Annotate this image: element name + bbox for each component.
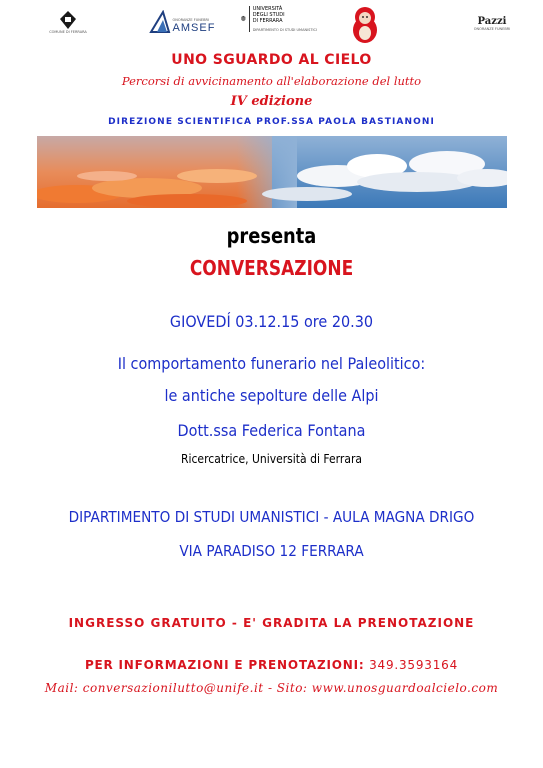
amsef-triangle-icon — [149, 10, 171, 34]
info-label: PER INFORMAZIONI E PRENOTAZIONI: — [84, 658, 365, 672]
website-link[interactable]: www.unosguardoalcielo.com — [311, 681, 499, 695]
logo-amsef — [150, 10, 214, 34]
venue: DIPARTIMENTO DI STUDI UMANISTICI - AULA MAGNA DRIGO — [68, 508, 475, 526]
sky-clouds-banner — [37, 136, 507, 208]
unife-line1: UNIVERSITÀ — [252, 6, 283, 12]
event-datetime: GIOVEDÍ 03.12.15 ore 20.30 — [169, 312, 374, 331]
address: VIA PARADISO 12 FERRARA — [179, 542, 364, 560]
city-crest-icon — [59, 10, 77, 30]
logo-unife — [241, 6, 317, 32]
event-series-subtitle: Percorsi di avvicinamento all'elaborazione del lutto — [121, 74, 422, 88]
logo-strip — [0, 6, 543, 46]
scientific-direction: DIREZIONE SCIENTIFICA PROF.SSA PAOLA BASTIANONI — [108, 117, 435, 127]
edition-label: IV edizione — [230, 94, 313, 109]
logo-doll — [352, 6, 378, 44]
pazzi-wordmark: Pazzi — [477, 16, 507, 27]
email-link[interactable]: conversazionilutto@unife.it — [82, 681, 264, 695]
matryoshka-doll-icon — [352, 6, 378, 44]
university-crest-icon — [241, 6, 246, 32]
speaker-name: Dott.ssa Federica Fontana — [177, 421, 366, 440]
entry-notice: INGRESSO GRATUITO - E' GRADITA LA PRENOTAZIONE — [68, 616, 475, 630]
info-line — [0, 658, 543, 672]
phone-number: 349.3593164 — [369, 658, 459, 672]
talk-title-line2: le antiche sepolture delle Alpi — [164, 386, 379, 405]
presents-label: presenta — [226, 224, 317, 248]
speaker-role: Ricercatrice, Università di Ferrara — [180, 452, 363, 466]
talk-title-line1: Il comportamento funerario nel Paleolitico: — [117, 354, 426, 373]
contact-line — [0, 681, 543, 695]
amsef-caption: ONORANZE FUNEBRI — [172, 18, 209, 22]
mail-label: Mail: — [44, 681, 79, 695]
event-series-title: UNO SGUARDO AL CIELO — [171, 52, 372, 68]
logo-comune-ferrara — [40, 10, 96, 34]
event-type: CONVERSAZIONE — [189, 256, 354, 280]
pazzi-caption: ONORANZE FUNEBRI — [473, 27, 511, 31]
site-label: - Sito: — [267, 681, 308, 695]
amsef-wordmark: AMSEF — [172, 22, 216, 34]
comune-caption: COMUNE DI FERRARA — [49, 30, 87, 34]
unife-caption: DIPARTIMENTO DI STUDI UMANISTICI — [252, 28, 317, 32]
unife-line3: DI FERRARA — [252, 18, 283, 24]
unife-line2: DEGLI STUDI — [252, 12, 285, 18]
logo-pazzi — [470, 16, 514, 31]
